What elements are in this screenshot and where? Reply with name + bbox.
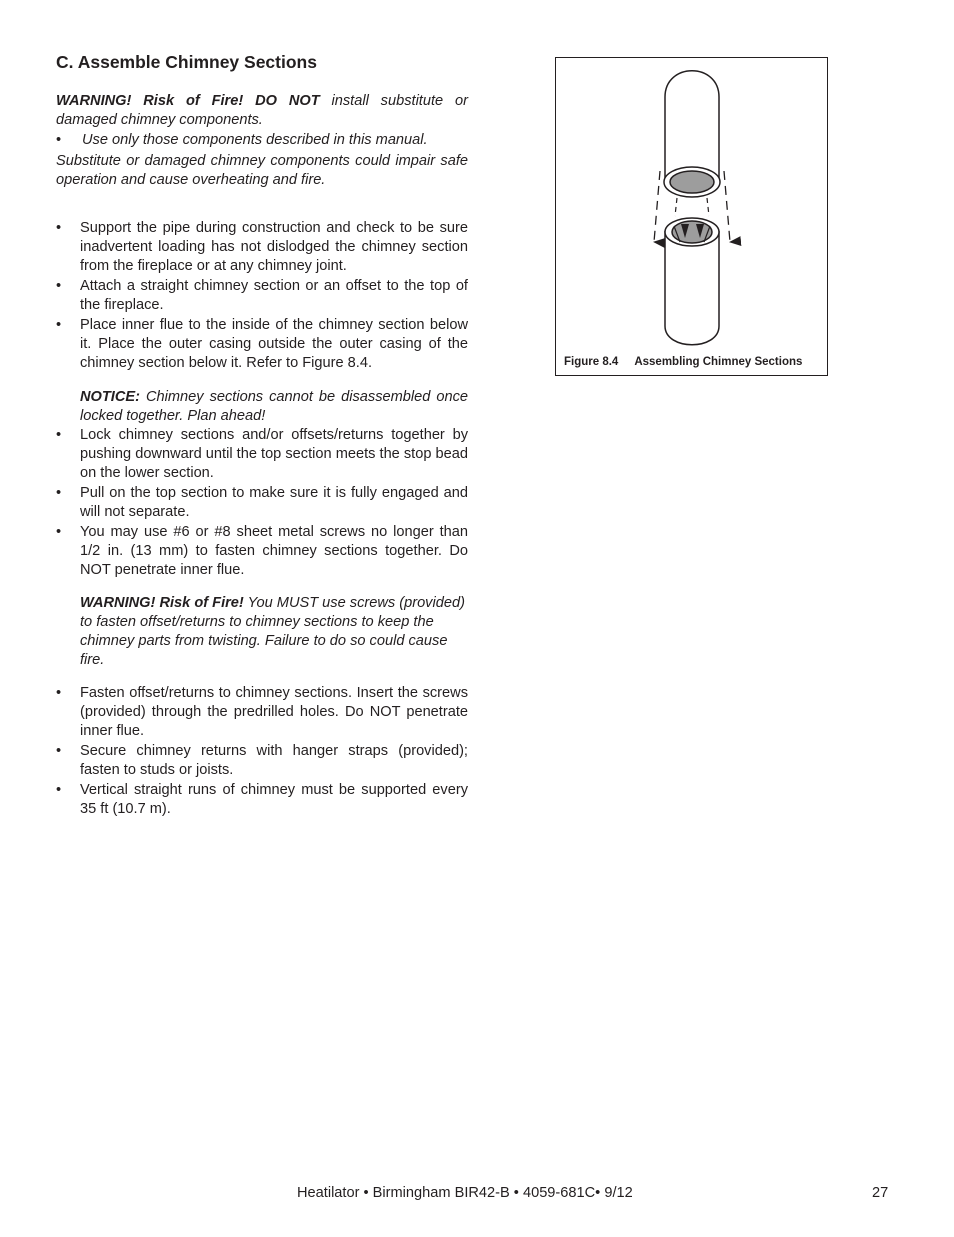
list-item: • Place inner flue to the inside of the chimney section below it. Place the outer casing outside the outer casing of the chimney section below it. Refer to Figure 8.4. <box>56 317 468 371</box>
notice-disassembly <box>56 388 468 426</box>
bullet-icon: • <box>56 524 62 540</box>
assembly-steps-list <box>56 219 468 373</box>
bullet-icon: • <box>56 485 62 501</box>
list-item: • Secure chimney returns with hanger straps (provided); fasten to studs or joists. <box>56 743 468 778</box>
figure-8-4 <box>555 57 828 376</box>
bullet-icon: • <box>56 743 62 759</box>
main-column <box>56 51 468 820</box>
bullet-icon: • <box>56 317 62 333</box>
list-item: • Pull on the top section to make sure it is fully engaged and will not separate. <box>56 485 468 520</box>
warning-lead: WARNING! Risk of Fire! DO NOT <box>56 93 320 109</box>
bullet-icon: • <box>56 427 62 443</box>
warning-bullet-text: Use only those components described in this manual. <box>82 132 428 148</box>
bullet-icon: • <box>56 782 62 798</box>
list-item: • Support the pipe during construction and check to be sure inadvertent loading has not dislodged the chimney section from the fireplace or at any chimney joint. <box>56 220 468 274</box>
footer-document-info: Heatilator • Birmingham BIR42-B • 4059-681C• 9/12 <box>297 1185 633 1201</box>
warning-paragraph <box>56 92 468 130</box>
warning2-lead: WARNING! Risk of Fire! <box>80 595 244 611</box>
figure-caption <box>564 356 802 368</box>
notice-text: Chimney sections cannot be disassembled once locked together. Plan ahead! <box>80 389 468 424</box>
notice-lead: NOTICE: <box>80 389 140 405</box>
list-item: • Lock chimney sections and/or offsets/returns together by pushing downward until the top section meets the stop bead on the lower section. <box>56 427 468 481</box>
assembly-arrow-right-icon <box>724 171 730 242</box>
figure-title: Assembling Chimney Sections <box>634 356 803 368</box>
assembly-arrow-left-icon <box>654 171 660 242</box>
locking-steps-list <box>56 426 468 580</box>
guide-line-right <box>707 198 709 216</box>
chimney-sections-illustration <box>556 58 829 377</box>
warning-bullet <box>56 131 468 150</box>
bullet-icon: • <box>56 220 62 236</box>
bullet-icon: • <box>56 278 62 294</box>
upper-section-flue-opening <box>670 171 714 193</box>
list-item: • You may use #6 or #8 sheet metal screws no longer than 1/2 in. (13 mm) to fasten chimney sections together. Do NOT penetrate inner flue. <box>56 524 468 578</box>
list-item: • Vertical straight runs of chimney must be supported every 35 ft (10.7 m). <box>56 782 468 817</box>
warning-fire-substitute <box>56 92 468 190</box>
bullet-icon: • <box>56 685 62 701</box>
warning-text: install substitute or damaged chimney components. <box>56 93 468 128</box>
warning-consequence: Substitute or damaged chimney components could impair safe operation and cause overheating and fire. <box>56 153 468 188</box>
list-item: • Attach a straight chimney section or an offset to the top of the fireplace. <box>56 278 468 313</box>
lower-section-inner-flue <box>672 221 712 243</box>
fastening-steps-list <box>56 684 468 819</box>
figure-number: Figure 8.4 <box>564 356 619 368</box>
upper-section-outline <box>665 71 719 182</box>
guide-line-left <box>675 198 677 216</box>
list-item: • Fasten offset/returns to chimney sections. Insert the screws (provided) through the predrilled holes. Do NOT penetrate inner flue. <box>56 685 468 739</box>
page-number: 27 <box>872 1185 889 1201</box>
lower-section-outline <box>665 231 719 345</box>
bullet-icon: • <box>56 132 62 148</box>
section-title: C. Assemble Chimney Sections <box>56 52 317 72</box>
warning-fire-screws <box>56 594 468 670</box>
warning2-text: You MUST use screws (provided) to fasten offset/returns to chimney sections to keep the chimney parts from twisting. Failure to do so could cause fire. <box>80 595 465 668</box>
